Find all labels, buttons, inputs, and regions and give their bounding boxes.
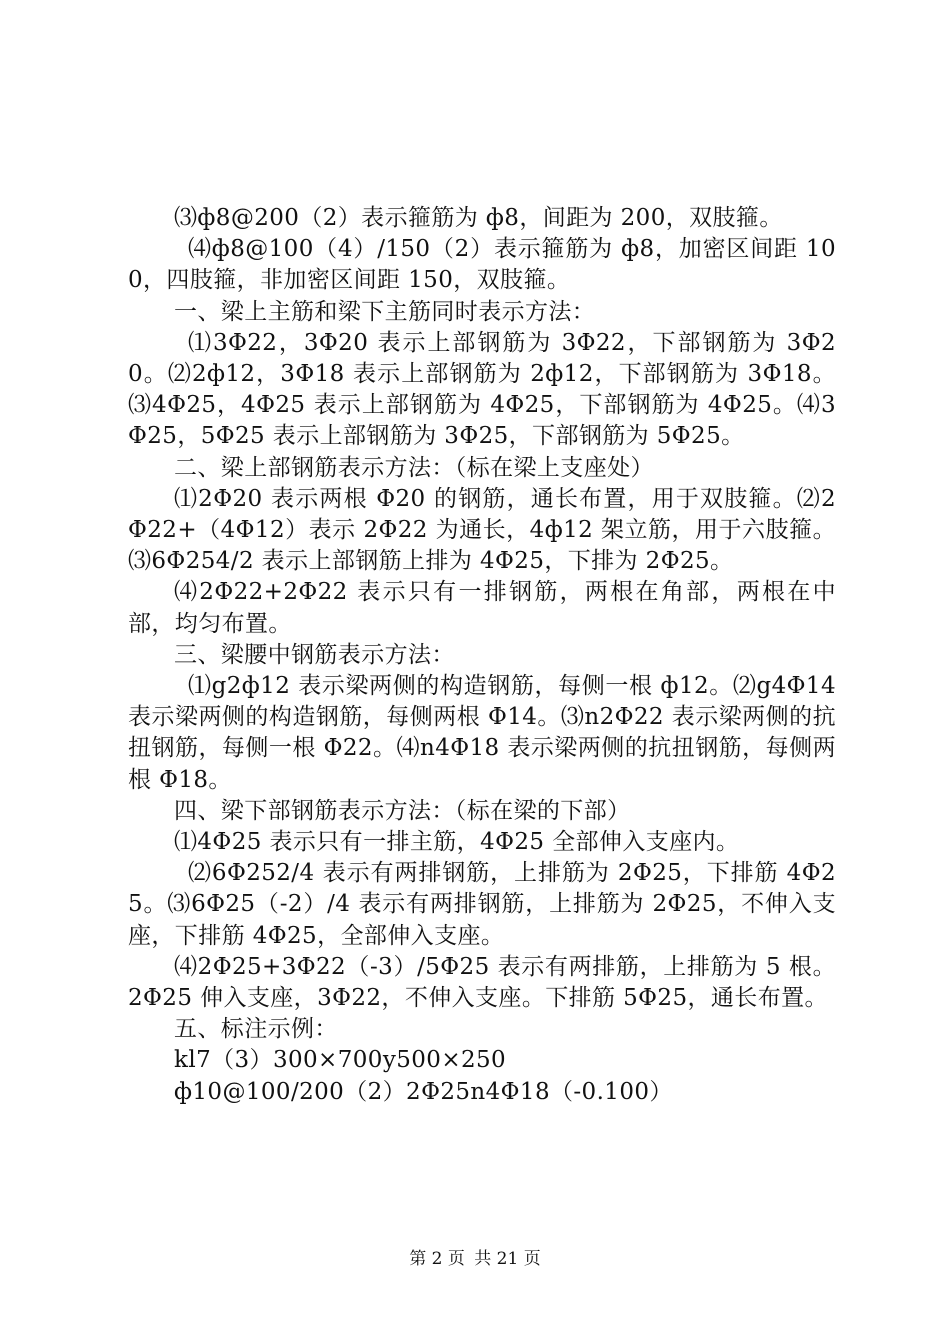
example-line-2: ф10@100/200（2）2Φ25n4Φ18（-0.100） [174,1078,673,1105]
heading-section-3: 三、梁腰中钢筋表示方法： [174,641,455,668]
heading-section-2: 二、梁上部钢筋表示方法：（标在梁上支座处） [174,454,654,481]
paragraph-section-1-items: ⑴3Φ22，3Φ20 表示上部钢筋为 3Φ22，下部钢筋为 3Φ20。⑵2ф12，3Φ18 表示上部钢筋为 2ф12，下部钢筋为 3Φ18。⑶4Φ25，4Φ25 表示上部钢筋为 4Φ25，下部钢筋为 4Φ25。⑷3Φ25，5Φ25 表示上部钢筋为 3Φ25，下部钢筋为 5Φ25。 [128,329,836,450]
paragraph-section-4-item-4: ⑷2Φ25+3Φ22（-3）/5Φ25 表示有两排筋，上排筋为 5 根。2Φ25 伸入支座，3Φ22，不伸入支座。下排筋 5Φ25，通长布置。 [128,953,836,1012]
paragraph-stirrup-4: ⑷ф8@100（4）/150（2）表示箍筋为 ф8，加密区间距 100，四肢箍，非加密区间距 150，双肢箍。 [128,236,836,294]
paragraph-stirrup-3: ⑶ф8@200（2）表示箍筋为 ф8，间距为 200，双肢箍。 [174,205,783,231]
paragraph-section-2-item-4: ⑷2Φ22+2Φ22 表示只有一排钢筋，两根在角部，两根在中部，均匀布置。 [128,579,836,637]
heading-section-4: 四、梁下部钢筋表示方法：（标在梁的下部） [174,797,631,824]
heading-section-5: 五、标注示例： [174,1016,338,1043]
paragraph-section-2-items: ⑴2Φ20 表示两根 Φ20 的钢筋，通长布置，用于双肢箍。⑵2Φ22+（4Φ12）表示 2Φ22 为通长，4ф12 架立筋，用于六肢箍。⑶6Φ254/2 表示上部钢筋上排为 4Φ25，下排为 2Φ25。 [128,485,836,575]
paragraph-section-4-items-2-3: ⑵6Φ252/4 表示有两排钢筋，上排筋为 2Φ25，下排筋 4Φ25。⑶6Φ25（-2）/4 表示有两排钢筋，上排筋为 2Φ25，不伸入支座，下排筋 4Φ25，全部伸入支座。 [128,860,836,949]
example-line-1: kl7（3）300×700y500×250 [174,1047,507,1074]
document-body [128,203,836,1108]
page-number: 第 2 页 [409,1249,465,1269]
page-total: 共 21 页 [474,1249,541,1269]
paragraph-section-4-item-1: ⑴4Φ25 表示只有一排主筋，4Φ25 全部伸入支座内。 [174,829,740,856]
page-footer [0,1244,950,1269]
heading-section-1: 一、梁上主筋和梁下主筋同时表示方法： [174,298,596,325]
paragraph-section-3-items: ⑴g2ф12 表示梁两侧的构造钢筋，每侧一根 ф12。⑵g4Φ14 表示梁两侧的构造钢筋，每侧两根 Φ14。⑶n2Φ22 表示梁两侧的抗扭钢筋，每侧一根 Φ22。⑷n4Φ18 表示梁两侧的抗扭钢筋，每侧两根 Φ18。 [128,673,836,793]
